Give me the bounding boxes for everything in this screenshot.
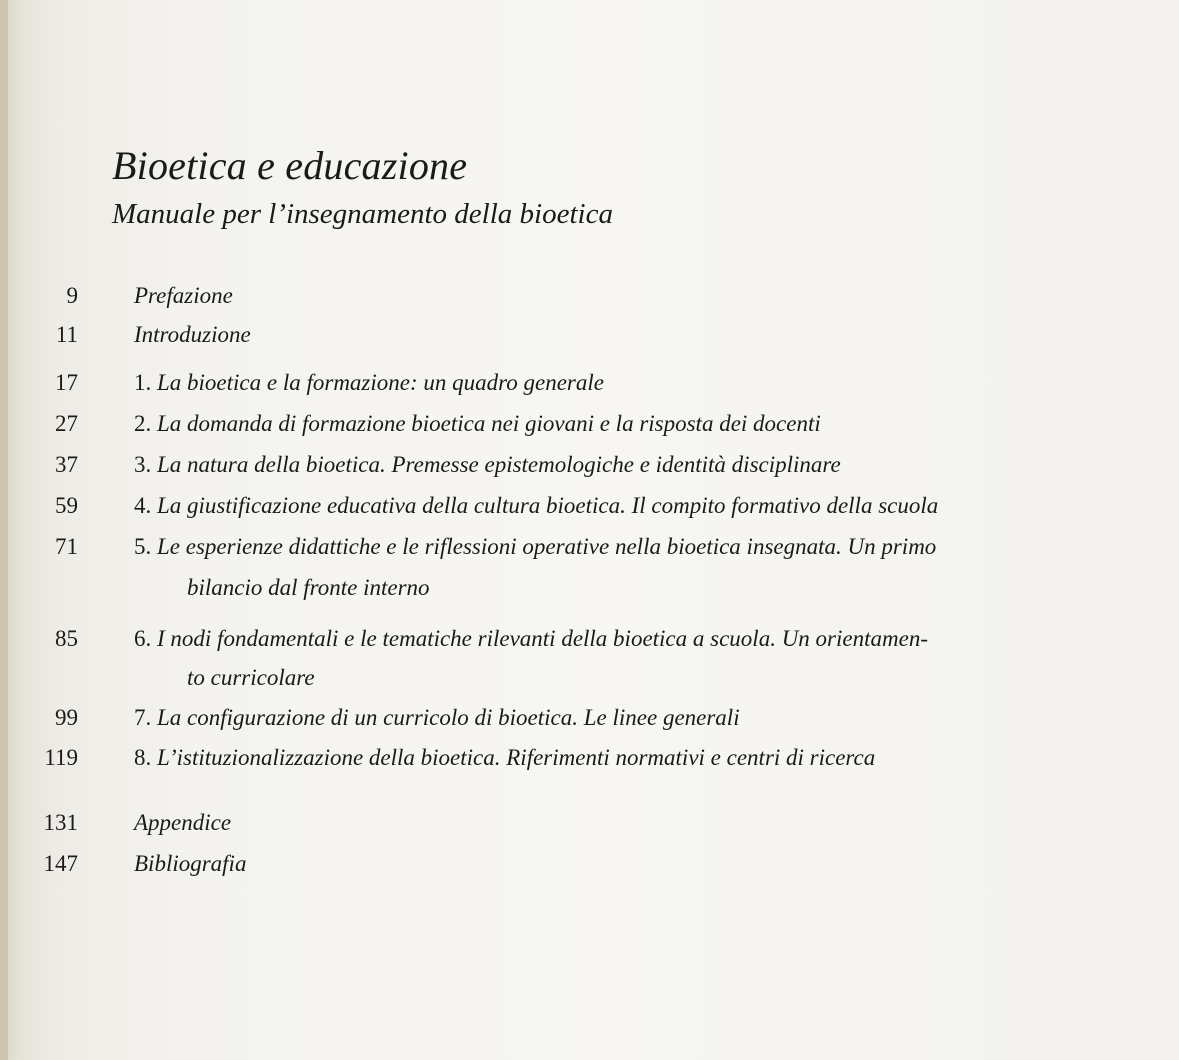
chapter-number: 3. — [134, 452, 152, 477]
toc-page-number: 119 — [44, 745, 78, 770]
chapter-number: 7. — [134, 705, 152, 730]
toc-page-number: 9 — [66, 283, 78, 308]
toc-entry-title-continuation: to curricolare — [187, 665, 315, 690]
toc-entry-title: I nodi fondamentali e le tematiche rilevanti della bioetica a scuola. Un orientamen- — [157, 626, 928, 651]
toc-page-number: 147 — [43, 851, 78, 876]
toc-page-number: 71 — [55, 534, 78, 559]
chapter-number: 1. — [134, 370, 152, 395]
toc-entry-title: Prefazione — [134, 283, 233, 308]
toc-page-number: 37 — [55, 452, 78, 477]
toc-entry-title: Bibliografia — [134, 851, 247, 876]
toc-entry-title: La domanda di formazione bioetica nei giovani e la risposta dei docenti — [157, 411, 821, 436]
toc-page-number: 11 — [55, 322, 78, 347]
toc-page-number: 85 — [55, 626, 78, 651]
toc-entry-title: La bioetica e la formazione: un quadro generale — [157, 370, 604, 395]
toc-entry-title: La giustificazione educativa della cultura bioetica. Il compito formativo della scuola — [157, 493, 939, 518]
toc-entry-title: Le esperienze didattiche e le riflessioni operative nella bioetica insegnata. Un primo — [157, 534, 937, 559]
toc-page-number: 17 — [55, 370, 78, 395]
toc-page-number: 131 — [43, 810, 78, 835]
toc-entry-title-continuation: bilancio dal fronte interno — [187, 575, 430, 600]
page-binding-edge — [0, 0, 8, 1060]
toc-page-number: 27 — [55, 411, 78, 436]
toc-entry-title: L’istituzionalizzazione della bioetica. Riferimenti normativi e centri di ricerca — [157, 745, 876, 770]
toc-entry-title: Appendice — [134, 810, 232, 835]
chapter-number: 8. — [134, 745, 152, 770]
toc-entry-title: La configurazione di un curricolo di bioetica. Le linee generali — [157, 705, 740, 730]
chapter-number: 2. — [134, 411, 152, 436]
book-subtitle: Manuale per l’insegnamento della bioetica — [112, 198, 613, 230]
toc-entry-title: Introduzione — [134, 322, 251, 347]
toc-entry-title: La natura della bioetica. Premesse epistemologiche e identità disciplinare — [157, 452, 841, 477]
chapter-number: 6. — [134, 626, 152, 651]
toc-page-number: 59 — [55, 493, 78, 518]
chapter-number: 4. — [134, 493, 152, 518]
toc-page-number: 99 — [55, 705, 78, 730]
chapter-number: 5. — [134, 534, 152, 559]
book-title: Bioetica e educazione — [112, 143, 468, 188]
